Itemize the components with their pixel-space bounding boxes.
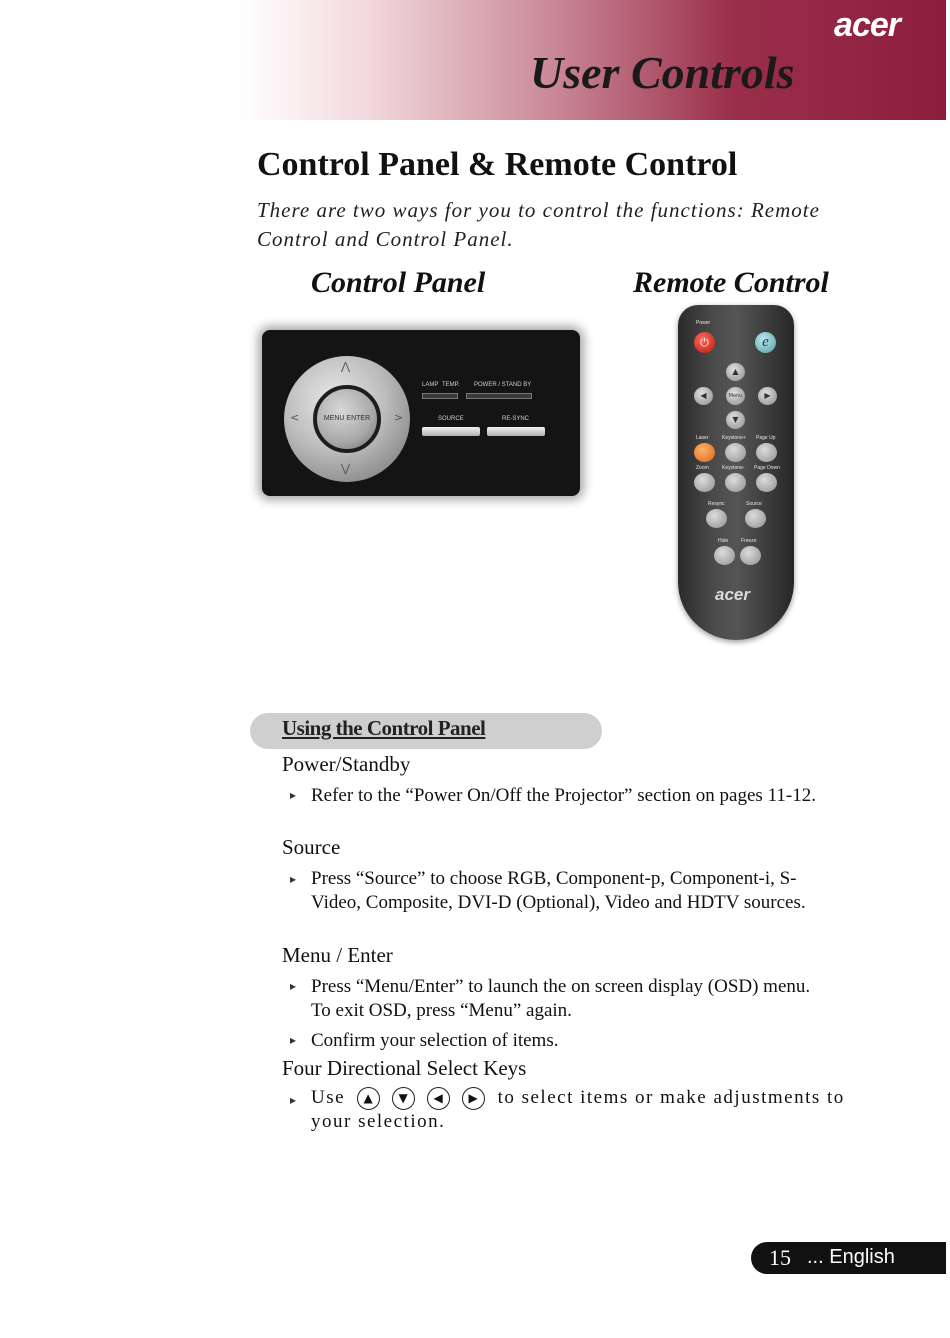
page-down-label: Page Down (754, 465, 780, 471)
source-remote-button (745, 509, 766, 528)
source-heading: Source (282, 835, 341, 859)
source-text: Press “Source” to choose RGB, Component-p, Component-i, S-Video, Composite, DVI-D (Optional), Video and HDTV sources. (311, 868, 806, 913)
resync-button (487, 427, 545, 436)
remote-up-icon: ▲ (726, 363, 745, 381)
power-standby-label: POWER / STAND BY (474, 382, 532, 388)
page-footer (751, 1242, 946, 1274)
directional-ring (284, 356, 410, 482)
bullet-arrow-icon: ▸ (290, 872, 297, 886)
page-number: 15 (769, 1245, 791, 1270)
section-heading: Control Panel & Remote Control (257, 146, 738, 183)
right-arrow-key-icon: ▶ (462, 1087, 485, 1110)
use-word: Use (311, 1087, 346, 1108)
control-panel-heading: Control Panel (311, 266, 486, 299)
temp-label: TEMP. (442, 382, 460, 388)
source-label: SOURCE (438, 416, 464, 422)
hide-button (714, 546, 735, 565)
right-arrow-icon: > (394, 411, 404, 424)
source-button (422, 427, 480, 436)
directional-keys-text (311, 1086, 871, 1134)
page-up-label: Page Up (756, 435, 776, 441)
bullet-arrow-icon: ▸ (290, 1093, 297, 1107)
hide-label: Hide (718, 538, 729, 544)
power-standby-heading: Power/Standby (282, 752, 411, 776)
bullet-arrow-icon: ▸ (290, 979, 297, 993)
resync-label: RE-SYNC (502, 416, 530, 422)
keystone-minus-button (725, 473, 746, 492)
menu-enter-heading: Menu / Enter (282, 943, 393, 967)
remote-control-heading: Remote Control (633, 266, 829, 299)
down-arrow-icon: ⋁ (341, 462, 351, 475)
down-arrow-key-icon: ▼ (392, 1087, 415, 1110)
laser-button (694, 443, 715, 462)
bullet-arrow-icon: ▸ (290, 788, 297, 802)
acer-logo: acer (834, 6, 900, 44)
up-arrow-key-icon: ▲ (357, 1087, 380, 1110)
bullet-arrow-icon: ▸ (290, 1033, 297, 1047)
resync-remote-label: Resync (708, 501, 725, 507)
keystone-plus-button (725, 443, 746, 462)
remote-right-icon: ▶ (758, 387, 777, 405)
confirm-text: Confirm your selection of items. (311, 1030, 559, 1051)
keystone-minus-label: Keystone- (722, 465, 745, 471)
lamp-label: LAMP (422, 382, 439, 388)
status-leds (422, 393, 458, 399)
zoom-button (694, 473, 715, 492)
remote-control-photo (678, 305, 794, 640)
directional-keys-description: to select items or make adjustments to your selection. (311, 1087, 845, 1133)
remote-left-icon: ◀ (694, 387, 713, 405)
e-key-icon: e (755, 332, 776, 353)
intro-text: There are two ways for you to control the functions: Remote Control and Control Panel. (257, 198, 820, 251)
source-remote-label: Source (746, 501, 762, 507)
menu-enter-text: Press “Menu/Enter” to launch the on screen display (OSD) menu. To exit OSD, press “Menu” again. (311, 976, 811, 1021)
control-panel-photo (262, 330, 580, 496)
subsection-title: Using the Control Panel (282, 716, 486, 740)
resync-remote-button (706, 509, 727, 528)
laser-label: Laser (696, 435, 709, 441)
page-title: User Controls (530, 47, 795, 98)
page-down-button (756, 473, 777, 492)
remote-menu-button: Menu (726, 387, 745, 405)
remote-down-icon: ▼ (726, 411, 745, 429)
power-icon: ⏻ (694, 332, 715, 353)
page-up-button (756, 443, 777, 462)
remote-power-label: Power (696, 320, 711, 326)
power-standby-bar (466, 393, 532, 399)
left-arrow-icon: < (290, 411, 300, 424)
menu-enter-button: MENU ENTER (313, 385, 381, 453)
keystone-plus-label: Keystone+ (722, 435, 746, 441)
freeze-label: Freeze (741, 538, 757, 544)
language-label: ... English (807, 1246, 895, 1268)
left-arrow-key-icon: ◀ (427, 1087, 450, 1110)
power-standby-text: Refer to the “Power On/Off the Projector” section on pages 11-12. (311, 785, 816, 806)
remote-acer-logo: acer (715, 585, 750, 604)
freeze-button (740, 546, 761, 565)
directional-keys-heading: Four Directional Select Keys (282, 1056, 527, 1080)
up-arrow-icon: ⋀ (341, 360, 351, 373)
zoom-label: Zoom (696, 465, 709, 471)
